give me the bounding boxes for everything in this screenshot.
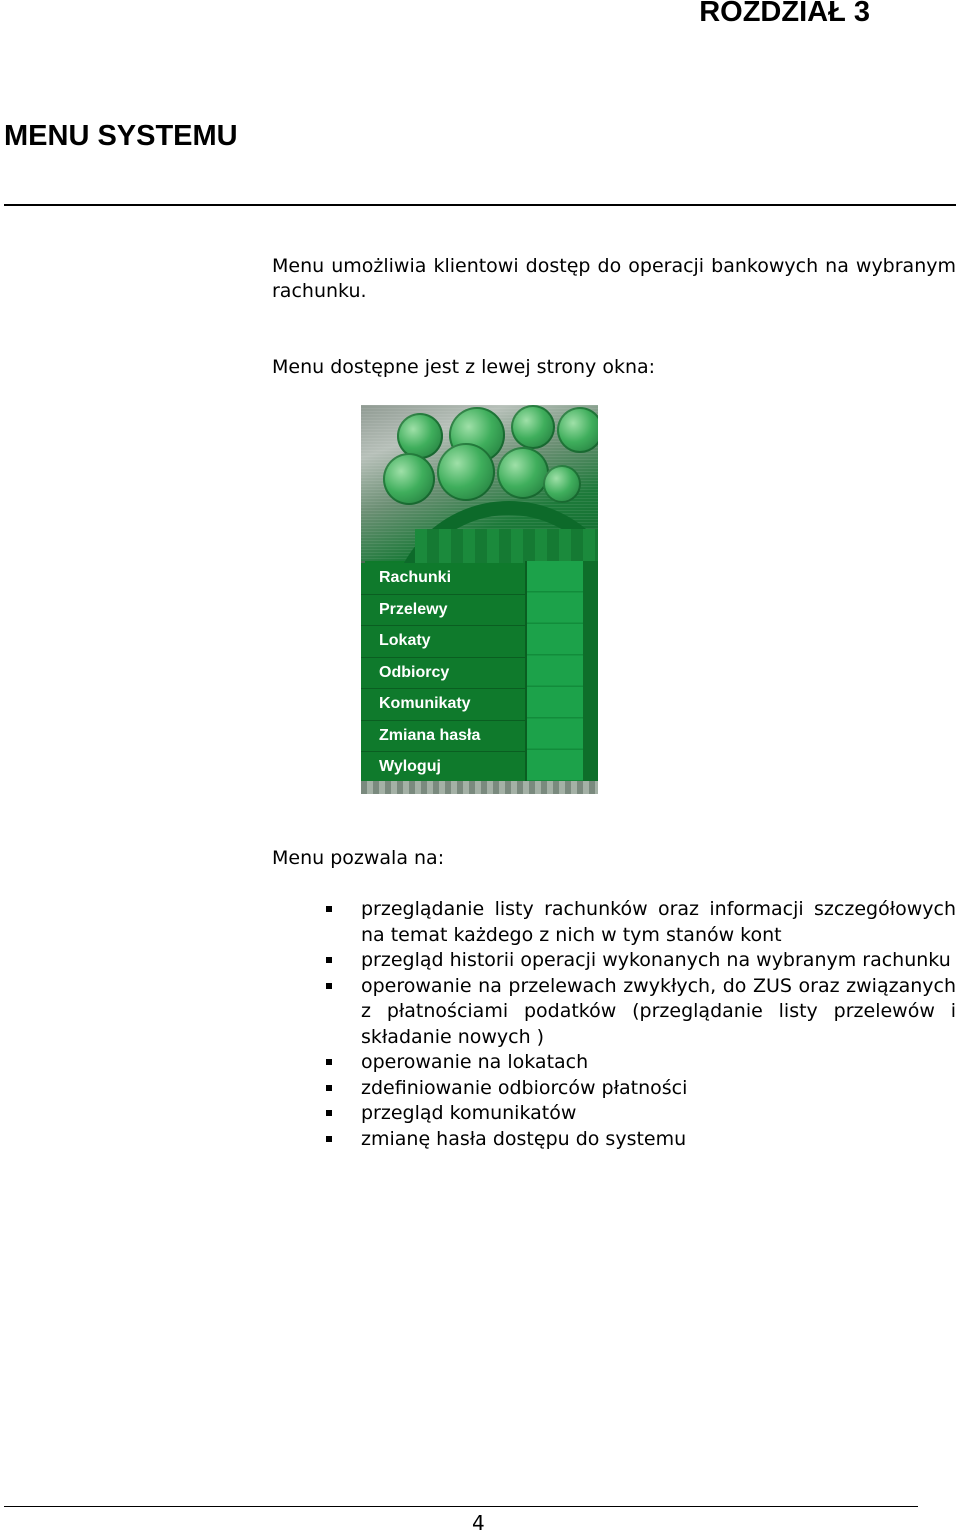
menu-item-lokaty[interactable]: Lokaty — [361, 626, 525, 658]
menu-item-wyloguj[interactable]: Wyloguj — [361, 752, 525, 784]
list-item: przegląd komunikatów — [322, 1101, 956, 1127]
list-item: operowanie na lokatach — [322, 1050, 956, 1076]
menu-item-rachunki[interactable]: Rachunki — [361, 563, 525, 595]
menu-right-panel — [525, 561, 583, 781]
menu-right-edge — [583, 561, 598, 781]
page-number: 4 — [472, 1511, 485, 1535]
list-item: przeglądanie listy rachunków oraz informacji szczegółowych na temat każdego z nich w tym stanów kont — [322, 897, 956, 948]
menu-item-zmiana-hasla[interactable]: Zmiana hasła — [361, 721, 525, 753]
list-item: zmianę hasła dostępu do systemu — [322, 1127, 956, 1153]
header-divider — [4, 204, 956, 206]
list-item: operowanie na przelewach zwykłych, do ZUS oraz związanych z płatnościami podatków (przeglądanie listy przelewów i składanie nowych ) — [322, 974, 956, 1051]
coin-icon — [397, 413, 443, 459]
capabilities-list — [322, 897, 956, 1152]
menu-item-przelewy[interactable]: Przelewy — [361, 595, 525, 627]
list-item: przegląd historii operacji wykonanych na wybranym rachunku — [322, 948, 956, 974]
menu-screenshot — [361, 405, 598, 794]
menu-item-odbiorcy[interactable]: Odbiorcy — [361, 658, 525, 690]
coins-banner-image — [361, 405, 598, 561]
menu-location-paragraph: Menu dostępne jest z lewej strony okna: — [272, 356, 656, 378]
coin-icon — [557, 407, 598, 453]
footer-divider — [4, 1506, 918, 1507]
coin-icon — [383, 453, 435, 505]
coin-icon — [497, 447, 549, 499]
section-title: MENU SYSTEMU — [4, 120, 238, 152]
coin-icon — [511, 405, 555, 449]
menu-bottom-strip — [361, 781, 598, 794]
list-item: zdefiniowanie odbiorców płatności — [322, 1076, 956, 1102]
intro-paragraph: Menu umożliwia klientowi dostęp do operacji bankowych na wybranym rachunku. — [272, 255, 956, 302]
coin-icon — [437, 443, 495, 501]
coin-icon — [543, 465, 581, 503]
menu-item-komunikaty[interactable]: Komunikaty — [361, 689, 525, 721]
menu-list — [361, 563, 525, 784]
capabilities-intro: Menu pozwala na: — [272, 847, 445, 869]
chapter-heading: ROZDZIAŁ 3 — [699, 0, 870, 28]
